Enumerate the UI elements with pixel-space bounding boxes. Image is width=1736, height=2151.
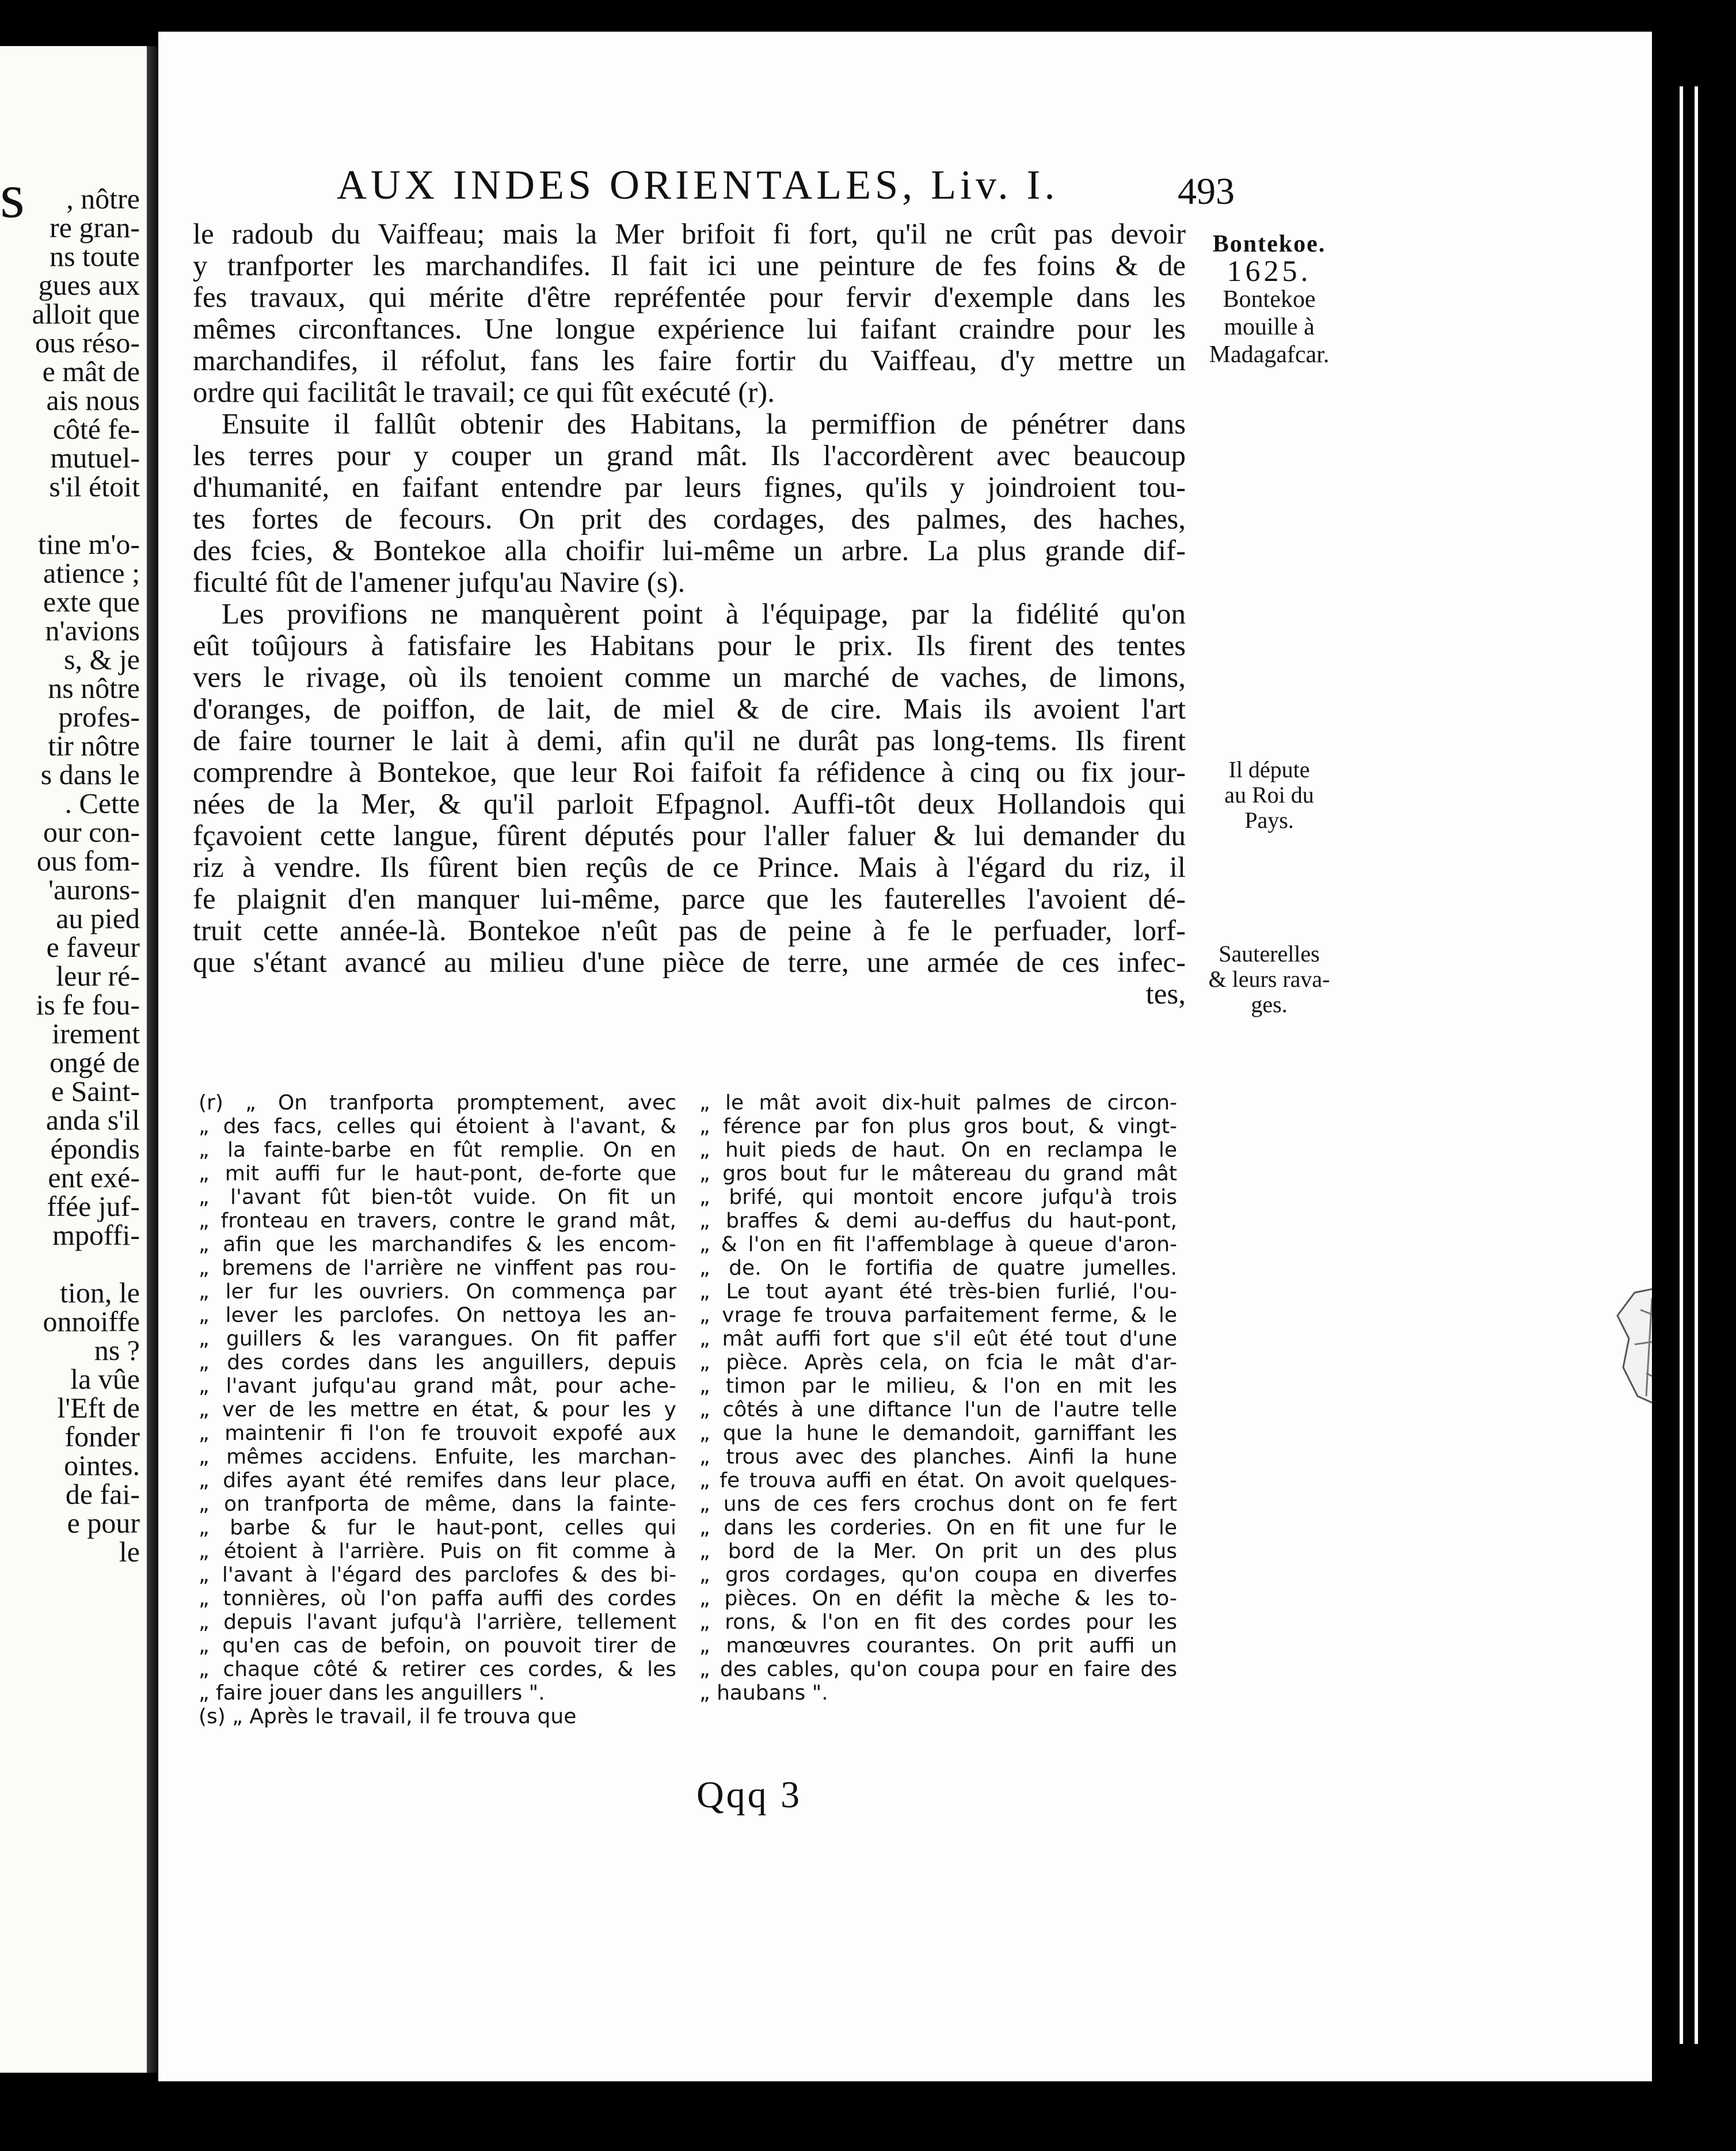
footnote-line: „ braffes & demi au-deffus du haut-pont, xyxy=(699,1209,1177,1233)
left-page-fragment: mutuel- xyxy=(50,442,140,474)
footnote-line: „ mit auffi fur le haut-pont, de-forte que xyxy=(199,1162,676,1185)
margin-year: 1625. xyxy=(1227,255,1312,288)
main-text-line: le radoub du Vaiffeau; mais la Mer brifoit fi fort, qu'il ne crût pas devoir xyxy=(193,219,1186,250)
footnote-line: „ guillers & les varangues. On fit paffer xyxy=(199,1327,676,1351)
left-page-fragment: fonder xyxy=(64,1420,140,1453)
main-text-line: truit cette année-là. Bontekoe n'eût pas de peine à fe le perfuader, lorf- xyxy=(193,915,1186,947)
main-text-line: les terres pour y couper un grand mât. Ils l'accordèrent avec beaucoup xyxy=(193,440,1186,472)
margin-note-line: Bontekoe xyxy=(1223,286,1316,313)
main-text-line: ficulté fût de l'amener jufqu'au Navire (s). xyxy=(193,567,686,599)
margin-note-sauterelles xyxy=(1194,941,1344,1017)
margin-note-line: Il députe xyxy=(1228,757,1310,782)
main-text-line: nées de la Mer, & qu'il parloit Efpagnol. Auffi-tôt deux Hollandois qui xyxy=(193,789,1186,820)
running-head: AUX INDES ORIENTALES, Liv. I. xyxy=(337,162,1059,208)
left-page-fragment: l'Eft de xyxy=(57,1392,140,1424)
left-page-fragment: côté fe- xyxy=(52,413,140,445)
left-page-fragment: re gran- xyxy=(50,211,140,244)
footnote-line: „ l'avant à l'égard des parclofes & des bi- xyxy=(199,1563,676,1587)
margin-note-line: ges. xyxy=(1251,991,1288,1017)
left-page-fragment: ous réso- xyxy=(35,326,140,359)
margin-note-line: Sauterelles xyxy=(1219,941,1320,967)
footnote-line: „ qu'en cas de befoin, on pouvoit tirer de xyxy=(199,1634,676,1658)
left-page-fragment: is fe fou- xyxy=(36,989,140,1021)
left-page-fragment: ns ? xyxy=(94,1334,140,1366)
left-page-heading-fragment: s xyxy=(0,161,25,231)
left-page-fragment: 'aurons- xyxy=(48,873,140,906)
footnote-line: „ faire jouer dans les anguillers ". xyxy=(199,1681,545,1705)
right-page xyxy=(158,32,1652,2081)
left-page-fragment: de fai- xyxy=(65,1478,140,1510)
main-text-line: d'oranges, de poiffon, de lait, de miel & de cire. Mais ils avoient l'art xyxy=(193,694,1186,725)
margin-name: Bontekoe. xyxy=(1212,231,1326,257)
main-text-line: marchandifes, il réfolut, fans les faire fortir du Vaiffeau, d'y mettre un xyxy=(193,345,1186,377)
left-page-fragment: atience ; xyxy=(43,557,140,589)
footnote-line: (s) „ Après le travail, il fe trouva que xyxy=(199,1705,577,1728)
main-text-line: mêmes circonftances. Une longue expérience lui faifant craindre pour les xyxy=(193,314,1186,345)
footnote-line: „ bremens de l'arrière ne vinffent pas rou- xyxy=(199,1256,676,1280)
margin-note-line: & leurs rava- xyxy=(1208,966,1330,992)
footnote-line: „ tonnières, où l'on paffa auffi des cordes xyxy=(199,1587,676,1610)
footnote-line: „ des cordes dans les anguillers, depuis xyxy=(199,1351,676,1374)
footnote-line: „ étoient à l'arrière. Puis on fit comme à xyxy=(199,1540,676,1563)
left-page-edge xyxy=(0,46,147,2073)
left-page-fragment: s dans le xyxy=(40,758,140,791)
footnote-line: „ pièce. Après cela, on fcia le mât d'ar- xyxy=(699,1351,1177,1374)
left-page-fragment: alloit que xyxy=(32,298,140,330)
footnote-line: „ depuis l'avant jufqu'à l'arrière, tellement xyxy=(199,1610,676,1634)
footnote-line: „ gros bout fur le mâtereau du grand mât xyxy=(699,1162,1177,1185)
left-page-fragment: irement xyxy=(52,1017,140,1050)
left-page-fragment: tir nôtre xyxy=(48,729,140,762)
left-page-fragment: au pied xyxy=(56,902,140,934)
footnote-line: „ de. On le fortifia de quatre jumelles. xyxy=(699,1256,1177,1280)
main-text-line: que s'étant avancé au milieu d'une pièce de terre, une armée de ces infec- xyxy=(193,947,1186,979)
margin-note-line: Pays. xyxy=(1244,807,1294,833)
left-page-fragment: ongé de xyxy=(50,1046,140,1078)
footnote-line: „ fe trouva auffi en état. On avoit quelques- xyxy=(699,1469,1177,1492)
left-page-fragment: e Saint- xyxy=(51,1075,140,1107)
footnote-line: „ des cables, qu'on coupa pour en faire des xyxy=(699,1658,1177,1681)
left-page-fragment: our con- xyxy=(43,816,140,848)
left-page-fragment: ent exé- xyxy=(48,1161,140,1194)
footnote-line: „ dans les corderies. On en fit une fur le xyxy=(699,1516,1177,1540)
left-page-fragment: épondis xyxy=(50,1132,140,1165)
left-page-fragment: ous fom- xyxy=(36,845,140,877)
footnote-line: „ pièces. On en défit la mèche & les to- xyxy=(699,1587,1177,1610)
main-text-line: eût toûjours à fatisfaire les Habitans pour le prix. Ils firent des tentes xyxy=(193,630,1186,662)
left-page-fragment: e mât de xyxy=(42,355,140,387)
footnote-line: „ timon par le milieu, & l'on en mit les xyxy=(699,1374,1177,1398)
edge-stripe xyxy=(1695,86,1698,2044)
footnote-line: „ l'avant fût bien-tôt vuide. On fit un xyxy=(199,1185,676,1209)
footnote-line: „ maintenir fi l'on fe trouvoit expofé aux xyxy=(199,1422,676,1445)
footnote-line: „ rons, & l'on en fit des cordes pour les xyxy=(699,1610,1177,1634)
left-page-fragment: le xyxy=(119,1536,140,1568)
left-page-fragment: ns nôtre xyxy=(48,672,140,704)
footnote-line: „ brifé, qui montoit encore jufqu'à trois xyxy=(699,1185,1177,1209)
main-text-line: fçavoient cette langue, fûrent députés pour l'aller faluer & lui demander du xyxy=(193,820,1186,852)
footnote-line: „ barbe & fur le haut-pont, celles qui xyxy=(199,1516,676,1540)
left-page-fragment: gues aux xyxy=(38,269,140,301)
margin-note-depute xyxy=(1194,757,1344,833)
left-page-fragment: s'il étoit xyxy=(49,470,140,503)
book-gutter xyxy=(147,46,158,2073)
left-page-fragment: tion, le xyxy=(60,1276,140,1309)
footnote-line: „ le mât avoit dix-huit palmes de circon- xyxy=(699,1091,1177,1115)
footnote-line: „ on tranfporta de même, dans la fainte- xyxy=(199,1492,676,1516)
main-text-line: ordre qui facilitât le travail; ce qui fût exécuté (r). xyxy=(193,377,775,409)
left-page-fragment: n'avions xyxy=(45,614,140,647)
left-page-fragment: ais nous xyxy=(46,384,140,416)
left-page-fragment: profes- xyxy=(58,701,140,733)
left-page-fragment: anda s'il xyxy=(45,1104,140,1136)
main-text-line: comprendre à Bontekoe, que leur Roi faifoit fa réfidence à cinq ou fix jour- xyxy=(193,757,1186,789)
footnote-line: „ l'avant jufqu'au grand mât, pour ache- xyxy=(199,1374,676,1398)
main-text-line: vers le rivage, où ils tenoient comme un marché de vaches, de limons, xyxy=(193,662,1186,694)
footnote-line: „ afin que les marchandifes & les encom- xyxy=(199,1233,676,1256)
footnote-line: (r) „ On tranfporta promptement, avec xyxy=(199,1091,676,1115)
main-text-block xyxy=(193,219,1186,1010)
footnote-line: „ haubans ". xyxy=(699,1681,828,1705)
left-page-fragment: mpoffi- xyxy=(52,1219,140,1251)
footnote-line: „ & l'on en fit l'affemblage à queue d'aron- xyxy=(699,1233,1177,1256)
left-page-fragment: , nôtre xyxy=(66,183,140,215)
main-text-line: Les provifions ne manquèrent point à l'équipage, par la fidélité qu'on xyxy=(222,599,1186,630)
footnote-line: „ vrage fe trouva parfaitement ferme, & le xyxy=(699,1303,1177,1327)
footnote-line: „ chaque côté & retirer ces cordes, & les xyxy=(199,1658,676,1681)
page-number: 493 xyxy=(1178,170,1235,212)
margin-note-line: au Roi du xyxy=(1224,782,1314,808)
footnote-line: „ bord de la Mer. On prit un des plus xyxy=(699,1540,1177,1563)
footnote-line: „ Le tout ayant été très-bien furlié, l'ou- xyxy=(699,1280,1177,1303)
margin-note-line: mouille à xyxy=(1224,314,1315,340)
footnote-line: „ uns de ces fers crochus dont on fe fert xyxy=(699,1492,1177,1516)
footnote-line: „ lever les parclofes. On nettoya les an- xyxy=(199,1303,676,1327)
footnote-line: „ côtés à une diftance l'un de l'autre telle xyxy=(699,1398,1177,1422)
footnote-line: „ gros cordages, qu'on coupa en diverfes xyxy=(699,1563,1177,1587)
footnote-line: „ ver de les mettre en état, & pour les y xyxy=(199,1398,676,1422)
margin-note-line: Madagafcar. xyxy=(1209,341,1330,368)
footnote-line: „ huit pieds de haut. On en reclampa le xyxy=(699,1138,1177,1162)
footnote-line: „ mêmes accidens. Enfuite, les marchan- xyxy=(199,1445,676,1469)
main-text-line: Ensuite il fallût obtenir des Habitans, la permiffion de pénétrer dans xyxy=(222,409,1186,440)
left-page-fragment: s, & je xyxy=(64,643,140,675)
signature-mark: Qqq 3 xyxy=(696,1774,802,1816)
paper-damage-mark xyxy=(1612,1281,1652,1413)
footnote-line: „ que la hune le demandoit, garniffant les xyxy=(699,1422,1177,1445)
footnote-line: „ manœuvres courantes. On prit auffi un xyxy=(699,1634,1177,1658)
left-page-fragment: . Cette xyxy=(64,787,140,819)
footnote-line: „ férence par fon plus gros bout, & vingt- xyxy=(699,1115,1177,1138)
left-page-fragment: exte que xyxy=(43,586,140,618)
main-text-line: des fcies, & Bontekoe alla choifir lui-même un arbre. La plus grande dif- xyxy=(193,535,1186,567)
main-text-line: tes, xyxy=(1145,979,1186,1010)
main-text-line: fes travaux, qui mérite d'être repréfentée pour fervir d'exemple dans les xyxy=(193,282,1186,314)
left-page-fragment: la vûe xyxy=(70,1363,140,1395)
left-page-fragment: ns toute xyxy=(50,240,140,272)
main-text-line: d'humanité, en faifant entendre par leurs fignes, qu'ils y joindroient tou- xyxy=(193,472,1186,504)
footnote-line: „ difes ayant été remifes dans leur place, xyxy=(199,1469,676,1492)
left-page-fragment: leur ré- xyxy=(56,960,140,992)
right-edge-dark xyxy=(1652,0,1736,2151)
left-page-fragment: ointes. xyxy=(64,1449,140,1481)
left-page-fragment: e faveur xyxy=(46,931,140,963)
main-text-line: riz à vendre. Ils fûrent bien reçûs de ce Prince. Mais à l'égard du riz, il xyxy=(193,852,1186,884)
footnote-line: „ la fainte-barbe en fût remplie. On en xyxy=(199,1138,676,1162)
edge-stripe xyxy=(1680,86,1683,2044)
margin-note-bontekoe xyxy=(1194,230,1344,368)
footnote-line: „ fronteau en travers, contre le grand mât, xyxy=(199,1209,676,1233)
main-text-line: de faire tourner le lait à demi, afin qu'il ne durât pas long-tems. Ils firent xyxy=(193,725,1186,757)
footnotes-right-column xyxy=(699,1091,1177,1705)
footnote-line: „ ler fur les ouvriers. On commença par xyxy=(199,1280,676,1303)
footnotes-left-column xyxy=(199,1091,676,1728)
main-text-line: tes fortes de fecours. On prit des cordages, des palmes, des haches, xyxy=(193,504,1186,535)
footnote-line: „ des facs, celles qui étoient à l'avant, & xyxy=(199,1115,676,1138)
left-page-fragment: tine m'o- xyxy=(37,528,140,560)
left-page-fragment: onnoiffe xyxy=(43,1305,140,1337)
left-page-fragment: e pour xyxy=(67,1507,140,1539)
main-text-line: fe plaignit d'en manquer lui-même, parce que les fauterelles l'avoient dé- xyxy=(193,884,1186,915)
main-text-line: y tranfporter les marchandifes. Il fait ici une peinture de fes foins & de xyxy=(193,250,1186,282)
left-page-fragment: ffée juf- xyxy=(47,1190,140,1222)
footnote-line: „ trous avec des planches. Ainfi la hune xyxy=(699,1445,1177,1469)
footnote-line: „ mât auffi fort que s'il eût été tout d'une xyxy=(699,1327,1177,1351)
